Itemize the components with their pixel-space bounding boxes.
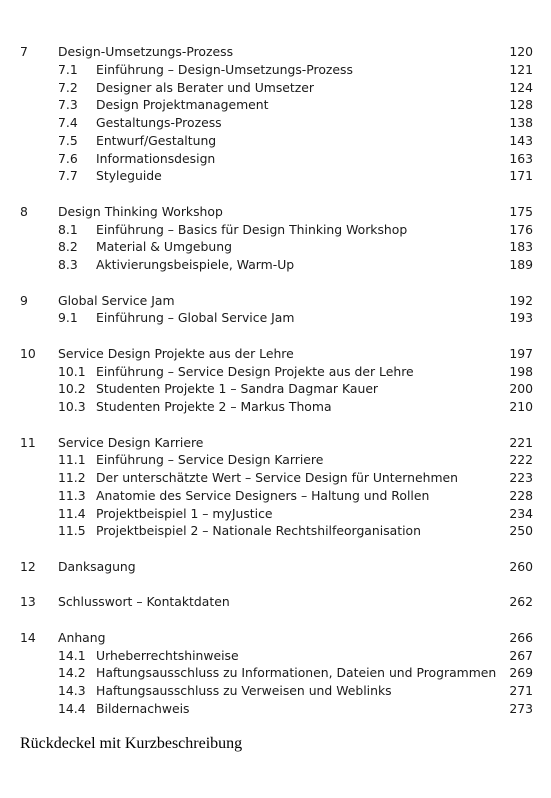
entry-title: Haftungsausschluss zu Informationen, Dateien und Programmen [96, 665, 497, 681]
chapter-row [0, 593, 551, 611]
entry-title: Schlusswort – Kontaktdaten [58, 594, 230, 610]
entry-title: Entwurf/Gestaltung [96, 132, 217, 148]
entry-number: 10.2 [58, 381, 86, 397]
entry-number: 14 [20, 629, 36, 645]
page-number: 269 [509, 665, 533, 681]
page-number: 210 [509, 399, 533, 414]
entry-title: Einführung – Basics für Design Thinking Workshop [96, 221, 408, 237]
page-number: 234 [509, 505, 533, 521]
entry-number: 11.5 [58, 523, 86, 539]
section-row [0, 221, 551, 239]
entry-number: 10.1 [58, 363, 86, 379]
page-number: 228 [509, 487, 533, 503]
page-number: 198 [509, 363, 533, 379]
entry-title: Projektbeispiel 2 – Nationale Rechtshilfeorganisation [96, 523, 421, 539]
section-row [0, 61, 551, 79]
entry-number: 11.4 [58, 505, 86, 521]
section-row [0, 469, 551, 487]
entry-title: Global Service Jam [58, 292, 175, 308]
entry-number: 7 [20, 44, 28, 59]
entry-number: 7.4 [58, 115, 78, 130]
chapter-row [0, 345, 551, 363]
page-number: 266 [509, 629, 533, 645]
entry-title: Informationsdesign [96, 150, 216, 166]
entry-title: Gestaltungs-Prozess [96, 115, 222, 130]
section-row [0, 363, 551, 381]
section-row [0, 79, 551, 97]
entry-number: 8.2 [58, 239, 78, 255]
entry-number: 11.3 [58, 487, 86, 503]
entry-title: Einführung – Service Design Karriere [96, 452, 324, 468]
entry-title: Service Design Projekte aus der Lehre [58, 345, 294, 361]
page-number: 273 [509, 700, 533, 716]
section-row [0, 132, 551, 150]
page-number: 143 [509, 132, 533, 148]
page-number: 223 [509, 470, 533, 485]
section-row [0, 398, 551, 416]
chapter-row [0, 434, 551, 452]
entry-title: Design-Umsetzungs-Prozess [58, 44, 234, 59]
entry-title: Design Thinking Workshop [58, 203, 223, 219]
section-row [0, 238, 551, 256]
page-number: 189 [509, 257, 533, 272]
page-number: 197 [509, 345, 533, 361]
entry-number: 14.2 [58, 665, 86, 681]
page-number: 124 [509, 79, 533, 95]
page-number: 222 [509, 452, 533, 468]
page-number: 176 [509, 221, 533, 237]
entry-number: 9 [20, 292, 28, 308]
page-number: 171 [509, 168, 533, 184]
entry-number: 8.1 [58, 221, 78, 237]
entry-title: Studenten Projekte 1 – Sandra Dagmar Kauer [96, 381, 379, 397]
chapter-row [0, 629, 551, 647]
section-row [0, 700, 551, 718]
back-cover-note: Rückdeckel mit Kurzbeschreibung [20, 735, 243, 753]
entry-number: 7.3 [58, 97, 78, 113]
entry-number: 7.1 [58, 61, 78, 77]
entry-number: 11.1 [58, 452, 86, 468]
chapter-row [0, 43, 551, 61]
section-row [0, 309, 551, 327]
entry-number: 7.5 [58, 132, 78, 148]
entry-title: Urheberrechtshinweise [96, 647, 239, 663]
section-row [0, 96, 551, 114]
entry-title: Anatomie des Service Designers – Haltung und Rollen [96, 487, 430, 503]
section-row [0, 522, 551, 540]
entry-title: Studenten Projekte 2 – Markus Thoma [96, 399, 332, 414]
entry-number: 11 [20, 434, 36, 450]
page-number: 267 [509, 647, 533, 663]
entry-title: Anhang [58, 629, 106, 645]
page-number: 200 [509, 381, 533, 397]
entry-number: 12 [20, 558, 36, 574]
entry-title: Design Projektmanagement [96, 97, 269, 113]
page-number: 192 [509, 292, 533, 308]
entry-number: 10.3 [58, 399, 86, 414]
entry-number: 8.3 [58, 257, 78, 272]
section-row [0, 150, 551, 168]
entry-title: Einführung – Global Service Jam [96, 310, 295, 326]
page-number: 183 [509, 239, 533, 255]
entry-number: 11.2 [58, 470, 86, 485]
page-number: 121 [509, 61, 533, 77]
section-row [0, 167, 551, 185]
entry-title: Haftungsausschluss zu Verweisen und Weblinks [96, 683, 392, 698]
section-row [0, 451, 551, 469]
entry-number: 14.4 [58, 700, 86, 716]
section-row [0, 664, 551, 682]
page-number: 250 [509, 523, 533, 539]
entry-number: 7.6 [58, 150, 78, 166]
page-number: 260 [509, 558, 533, 574]
section-row [0, 114, 551, 132]
entry-title: Der unterschätzte Wert – Service Design für Unternehmen [96, 470, 459, 485]
chapter-row [0, 558, 551, 576]
page-number: 128 [509, 97, 533, 113]
entry-title: Designer als Berater und Umsetzer [96, 79, 314, 95]
entry-title: Bildernachweis [96, 700, 190, 716]
entry-title: Einführung – Service Design Projekte aus der Lehre [96, 363, 414, 379]
page-number: 138 [509, 115, 533, 130]
entry-number: 7.7 [58, 168, 78, 184]
entry-number: 14.1 [58, 647, 86, 663]
page-number: 120 [509, 44, 533, 59]
page-number: 271 [509, 683, 533, 698]
section-row [0, 505, 551, 523]
entry-number: 10 [20, 345, 36, 361]
section-row [0, 256, 551, 274]
page-number: 262 [509, 594, 533, 610]
chapter-row [0, 292, 551, 310]
section-row [0, 682, 551, 700]
entry-number: 13 [20, 594, 36, 610]
entry-title: Projektbeispiel 1 – myJustice [96, 505, 273, 521]
page-number: 175 [509, 203, 533, 219]
entry-title: Aktivierungsbeispiele, Warm-Up [96, 257, 295, 272]
entry-title: Material & Umgebung [96, 239, 232, 255]
entry-title: Einführung – Design-Umsetzungs-Prozess [96, 61, 353, 77]
entry-title: Service Design Karriere [58, 434, 204, 450]
section-row [0, 487, 551, 505]
entry-number: 8 [20, 203, 28, 219]
page-number: 163 [509, 150, 533, 166]
page-number: 193 [509, 310, 533, 326]
entry-title: Danksagung [58, 558, 136, 574]
section-row [0, 647, 551, 665]
entry-number: 9.1 [58, 310, 78, 326]
entry-number: 7.2 [58, 79, 78, 95]
section-row [0, 380, 551, 398]
chapter-row [0, 203, 551, 221]
entry-title: Styleguide [96, 168, 162, 184]
page-number: 221 [509, 434, 533, 450]
entry-number: 14.3 [58, 683, 86, 698]
